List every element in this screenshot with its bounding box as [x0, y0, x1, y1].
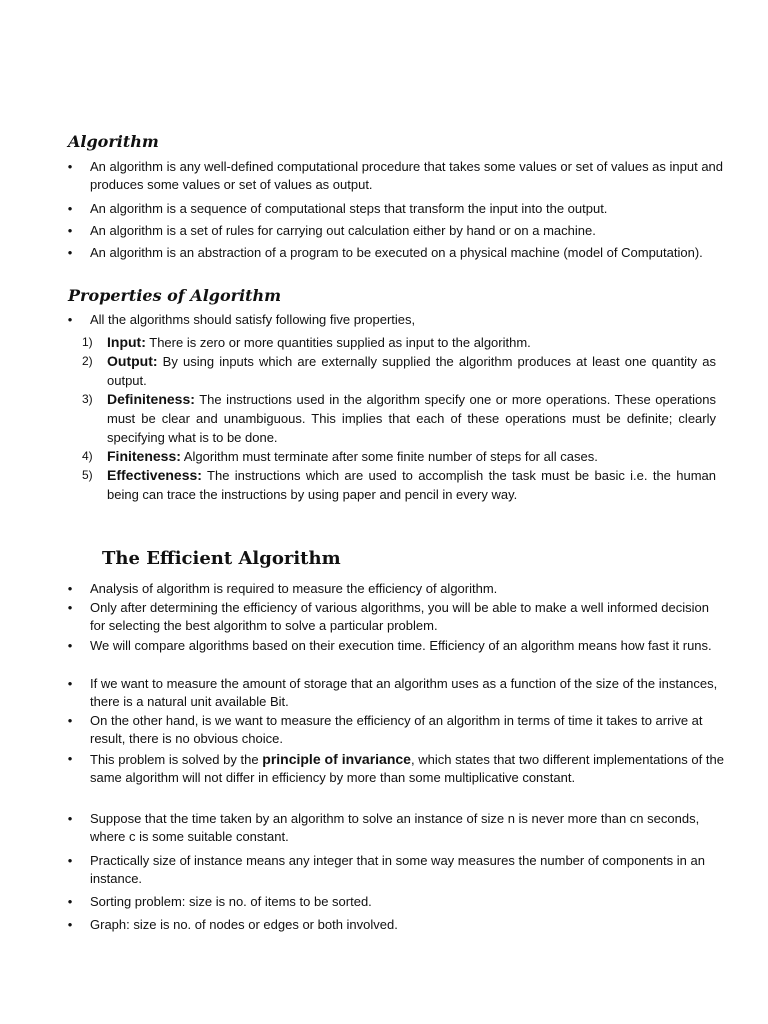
list-item — [64, 222, 724, 240]
item-number: 1) — [82, 335, 93, 349]
list-item-text: All the algorithms should satisfy following five properties, — [90, 312, 416, 327]
list-item — [64, 916, 724, 934]
numbered-item — [82, 466, 716, 504]
list-item — [64, 675, 724, 711]
list-item-text: Sorting problem: size is no. of items to be sorted. — [90, 894, 372, 909]
list-item-text: Only after determining the efficiency of various algorithms, you will be able to make a well informed decision for selecting the best algorithm to solve a particular problem. — [90, 600, 710, 633]
item-text: The instructions which are used to accomplish the task must be basic i.e. the human being can trace the instructions by using paper and pencil in every way. — [107, 468, 716, 502]
list-item-text: Practically size of instance means any integer that in some way measures the number of components in an instance. — [90, 853, 705, 886]
item-text: There is zero or more quantities supplied as input to the algorithm. — [145, 335, 531, 350]
item-term: Finiteness: — [107, 448, 181, 464]
list-item-text: Graph: size is no. of nodes or edges or both involved. — [90, 917, 398, 932]
list-item-text: Suppose that the time taken by an algorithm to solve an instance of size n is never more than cn seconds, where c is some suitable constant. — [90, 811, 700, 844]
invariance-text-after: , which states that two different implementations of the same algorithm will not differ in efficiency by more than some multiplicative constant. — [90, 752, 724, 785]
bullet-icon: • — [67, 312, 73, 327]
item-term: Input: — [107, 334, 146, 350]
bullet-icon: • — [67, 201, 73, 216]
list-item — [64, 200, 724, 218]
bullet-icon: • — [67, 581, 73, 596]
list-item — [64, 810, 724, 846]
invariance-text-before: This problem is solved by the — [90, 752, 263, 767]
heading-efficient-algorithm: The Efficient Algorithm — [102, 548, 341, 569]
numbered-item — [82, 390, 716, 447]
bullet-icon: • — [67, 894, 73, 909]
invariance-term: principle of invariance — [262, 751, 411, 767]
bullet-icon: • — [67, 751, 73, 766]
list-item — [64, 712, 724, 748]
bullet-icon: • — [67, 811, 73, 826]
list-item — [64, 893, 724, 911]
bullet-icon: • — [67, 638, 73, 653]
list-item-text: If we want to measure the amount of storage that an algorithm uses as a function of the size of the instances, there is a natural unit available Bit. — [90, 676, 718, 709]
heading-properties: Properties of Algorithm — [68, 286, 282, 305]
item-number: 2) — [82, 354, 93, 368]
numbered-item — [82, 447, 716, 466]
heading-algorithm: Algorithm — [68, 132, 159, 151]
list-item — [64, 311, 724, 329]
bullet-icon: • — [67, 676, 73, 691]
bullet-icon: • — [67, 159, 73, 174]
item-number: 4) — [82, 449, 93, 463]
bullet-icon: • — [67, 917, 73, 932]
item-term: Effectiveness: — [107, 467, 202, 483]
list-item — [64, 852, 724, 888]
list-item-text: We will compare algorithms based on their execution time. Efficiency of an algorithm means how fast it runs. — [90, 638, 712, 653]
list-item-text: On the other hand, is we want to measure the efficiency of an algorithm in terms of time it takes to arrive at result, there is no obvious choice. — [90, 713, 703, 746]
list-item-text: An algorithm is any well-defined computational procedure that takes some values or set of values as input and produces some values or set of values as output. — [90, 159, 724, 192]
item-number: 3) — [82, 392, 93, 406]
item-text: By using inputs which are externally supplied the algorithm produces at least one quantity as output. — [107, 354, 716, 388]
list-item-text: An algorithm is a sequence of computational steps that transform the input into the output. — [90, 201, 608, 216]
numbered-item — [82, 333, 716, 352]
list-item — [64, 244, 724, 262]
item-text: Algorithm must terminate after some finite number of steps for all cases. — [180, 449, 598, 464]
list-item-text: Analysis of algorithm is required to measure the efficiency of algorithm. — [90, 581, 498, 596]
bullet-icon: • — [67, 223, 73, 238]
numbered-item — [82, 352, 716, 390]
list-item — [64, 580, 724, 598]
list-item — [64, 599, 724, 635]
list-item — [64, 750, 724, 787]
list-item-text — [90, 750, 724, 787]
item-term: Output: — [107, 353, 158, 369]
bullet-icon: • — [67, 713, 73, 728]
item-number: 5) — [82, 468, 93, 482]
list-item — [64, 637, 724, 655]
item-term: Definiteness: — [107, 391, 195, 407]
bullet-icon: • — [67, 245, 73, 260]
bullet-icon: • — [67, 600, 73, 615]
list-item-text: An algorithm is a set of rules for carrying out calculation either by hand or on a machine. — [90, 223, 596, 238]
bullet-icon: • — [67, 853, 73, 868]
list-item-text: An algorithm is an abstraction of a program to be executed on a physical machine (model of Computation). — [90, 245, 703, 260]
item-text: The instructions used in the algorithm specify one or more operations. These operations must be clear and unambiguous. This implies that each of these operations must be definite; clearly specifying what is to be done. — [107, 392, 716, 445]
list-item — [64, 158, 724, 194]
